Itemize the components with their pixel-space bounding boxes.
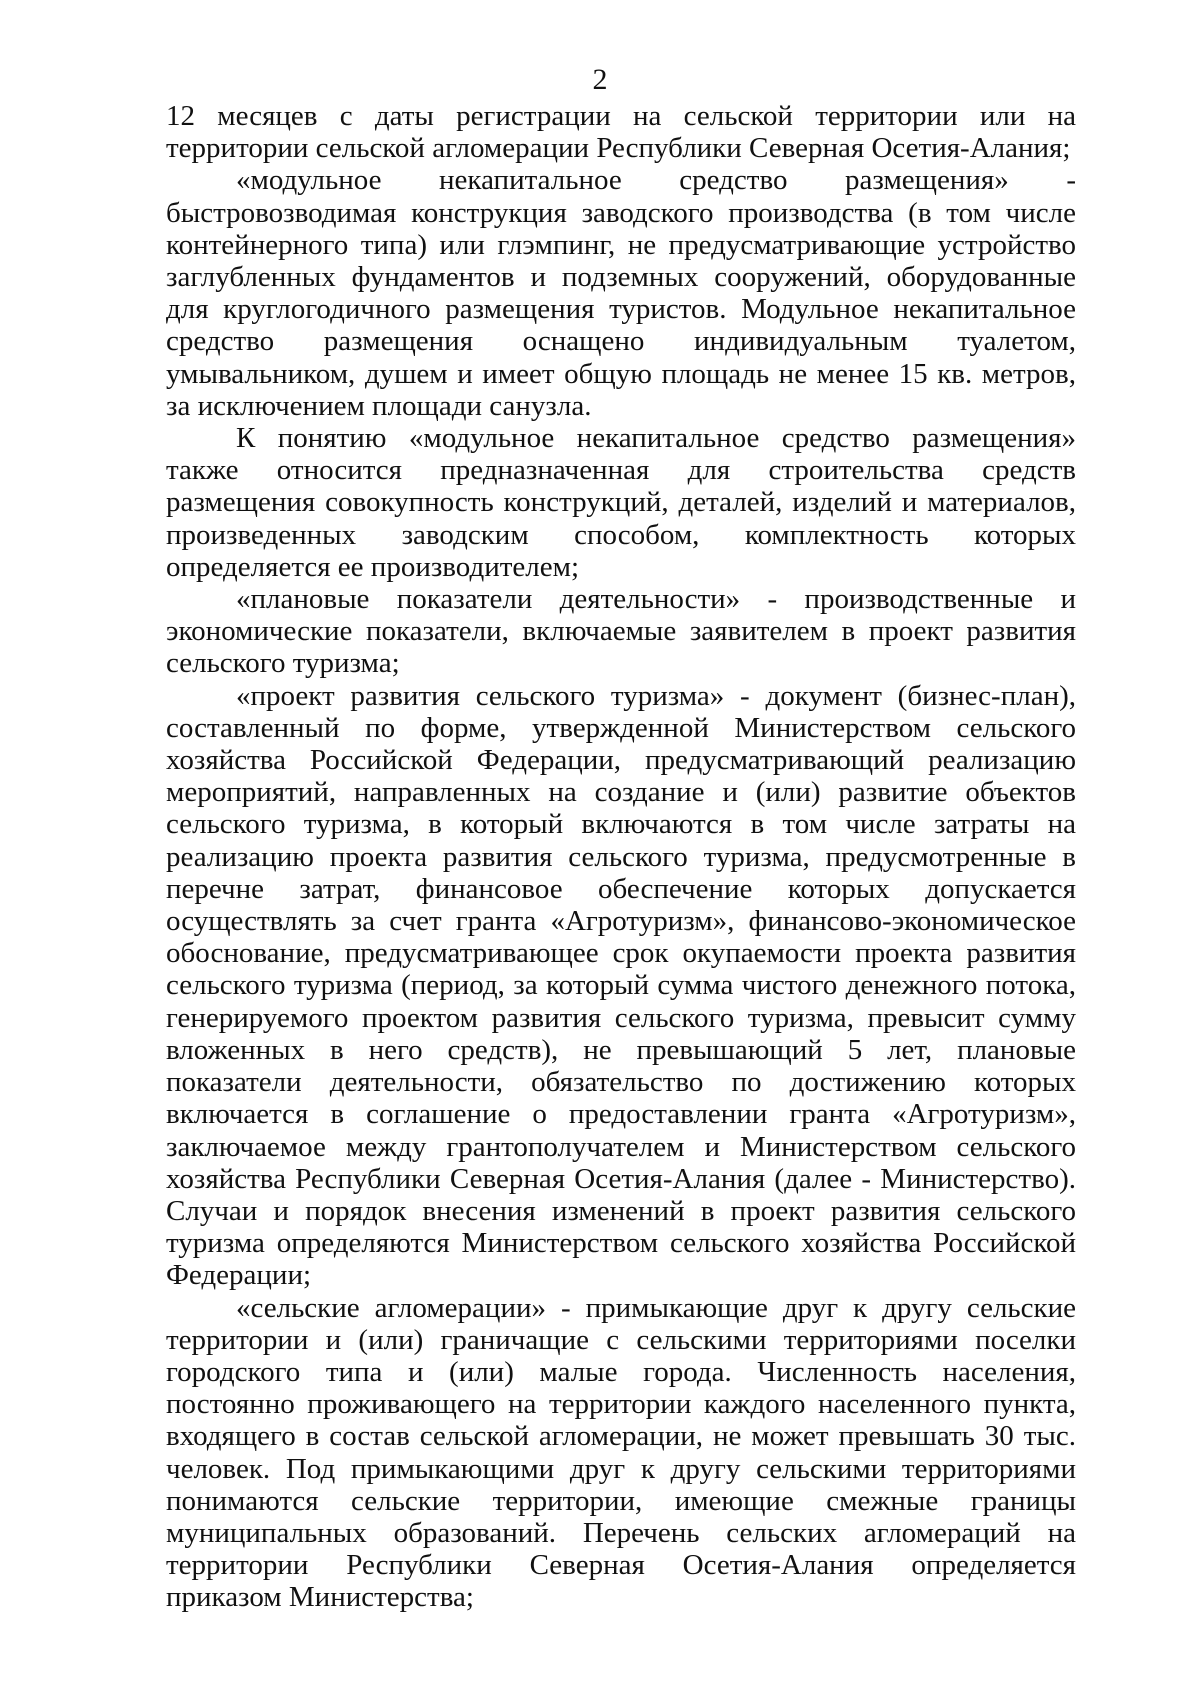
paragraph-planned-indicators-definition: «плановые показатели деятельности» - производственные и экономические показатели, включаемые заявителем в проект развития сельского туризма; (166, 583, 1076, 680)
paragraph-modular-accommodation-definition: «модульное некапитальное средство размещения» - быстровозводимая конструкция заводского производства (в том числе контейнерного типа) или глэмпинг, не предусматривающие устройство заглубленных фундаментов и подземных сооружений, оборудованные для круглогодичного размещения туристов. Модульное некапитальное средство размещения оснащено индивидуальным туалетом, умывальником, душем и имеет общую площадь не менее 15 кв. метров, за исключением площади санузла. (166, 164, 1076, 422)
paragraph-continuation: 12 месяцев с даты регистрации на сельской территории или на территории сельской агломерации Республики Северная Осетия-Алания; (166, 100, 1076, 165)
paragraph-modular-accommodation-scope: К понятию «модульное некапитальное средство размещения» также относится предназначенная для строительства средств размещения совокупность конструкций, деталей, изделий и материалов, произведенных заводским способом, комплектность которых определяется ее производителем; (166, 422, 1076, 583)
page-number: 2 (592, 63, 608, 96)
document-body (166, 100, 1076, 1614)
paragraph-rural-agglomerations-definition: «сельские агломерации» - примыкающие друг к другу сельские территории и (или) граничащие с сельскими территориями поселки городского типа и (или) малые города. Численность населения, постоянно проживающего на территории каждого населенного пункта, входящего в состав сельской агломерации, не может превышать 30 тыс. человек. Под примыкающими друг к другу сельскими территориями понимаются сельские территории, имеющие смежные границы муниципальных образований. Перечень сельских агломераций на территории Республики Северная Осетия-Алания определяется приказом Министерства; (166, 1291, 1076, 1614)
paragraph-tourism-project-definition: «проект развития сельского туризма» - документ (бизнес-план), составленный по форме, утвержденной Министерством сельского хозяйства Российской Федерации, предусматривающий реализацию мероприятий, направленных на создание и (или) развитие объектов сельского туризма, в который включаются в том числе затраты на реализацию проекта развития сельского туризма, предусмотренные в перечне затрат, финансовое обеспечение которых допускается осуществлять за счет гранта «Агротуризм», финансово-экономическое обоснование, предусматривающее срок окупаемости проекта развития сельского туризма (период, за который сумма чистого денежного потока, генерируемого проектом развития сельского туризма, превысит сумму вложенных в него средств), не превышающий 5 лет, плановые показатели деятельности, обязательство по достижению которых включается в соглашение о предоставлении гранта «Агротуризм», заключаемое между грантополучателем и Министерством сельского хозяйства Республики Северная Осетия-Алания (далее - Министерство). Случаи и порядок внесения изменений в проект развития сельского туризма определяются Министерством сельского хозяйства Российской Федерации; (166, 679, 1076, 1292)
